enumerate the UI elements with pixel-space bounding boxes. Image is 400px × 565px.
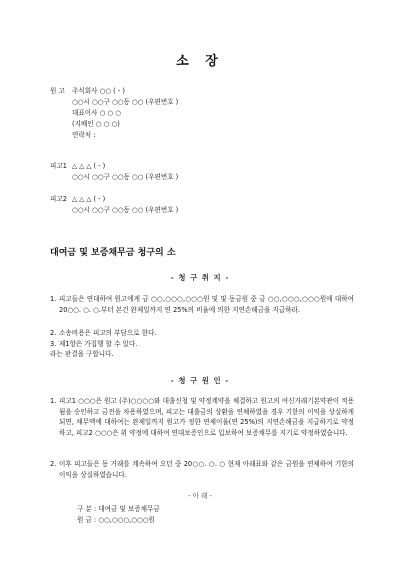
plaintiff-address: ○○시 ○○구 ○○동 ○○ (우편번호 ) (72, 98, 179, 106)
item-number: 2. (50, 329, 57, 337)
plaintiff-role: 원 고 (50, 87, 65, 95)
item-text: 제1항은 가집행 할 수 있다. (59, 340, 138, 348)
below-heading: - 아 래 - (188, 492, 212, 500)
item-text: 피고1 ○○○은 원고 (주)○○○○와 대출신청 및 약정계약을 체결하고 원고의 여신거래기본약관이 적용됨을 승인하고 금전을 차용하였으며, 피고는 대출금의 상환을 연체하였을 경우 기한의 이익을 상실하게 되면, 채무액에 대하여는 완제일까지 원고가 정한 연체이율(연 25%)의 지연손해금을 지급하기로 약정하고, 피고2 ○○○은 위 약정에 대하여 연대보증인으로 입보하여 보증채무를 지기로 약정하였습니다. (59, 397, 354, 437)
claim-purpose-item-1 (50, 294, 354, 315)
claim-cause-item-1 (50, 396, 354, 438)
defendant1-address: ○○시 ○○구 ○○동 ○○ (우편번호 ) (72, 173, 179, 181)
item-text: 소송비용은 피고의 부담으로 한다. (59, 329, 157, 337)
below-category: 구 분 : 대여금 및 보증채무금 (77, 505, 160, 513)
claim-purpose-closing: 라는 판결을 구합니다. (50, 350, 114, 358)
item-number: 1. (50, 295, 57, 303)
claim-purpose-item-2 (50, 328, 354, 339)
defendant2-name: △ △ △ ( - ) (72, 195, 106, 203)
below-principal: 원 금 : ○○,○○○,○○○원 (77, 516, 155, 524)
document-title: 소 장 (176, 54, 224, 69)
item-number: 3. (50, 340, 57, 348)
item-text: 이후 피고들은 동 거래를 계속하여 오던 중 20○○. ○. ○ 현재 아래표와 같은 금원을 연체하여 기한의 이익을 상실하였습니다. (59, 460, 354, 479)
claim-cause-item-2 (50, 459, 354, 480)
item-text: 피고들은 연대하여 원고에게 금 ○○,○○○,○○○원 및 및 동금원 중 금 ○○,○○○,○○○원에 대하여 20○○. ○. ○.부터 본건 완제일까지 연 25%의 비율에 의한 지연손해금을 지급하라. (59, 295, 354, 314)
item-number: 1. (50, 397, 57, 405)
item-number: 2. (50, 460, 57, 468)
claim-cause-heading: - 청 구 원 인 - (170, 376, 230, 385)
plaintiff-ceo: 대표이사 ○ ○ ○ (72, 109, 122, 117)
defendant2-address: ○○시 ○○구 ○○동 ○○ (우편번호 ) (72, 206, 179, 214)
case-title: 대여금 및 보증채무금 청구의 소 (50, 248, 176, 258)
plaintiff-name: 주식회사 ○○ ( - ) (72, 87, 125, 95)
plaintiff-manager: (지배인 ○ ○ ○) (72, 120, 120, 128)
claim-purpose-heading: - 청 구 취 지 - (170, 273, 230, 282)
defendant2-role: 피고2 (50, 195, 67, 203)
defendant1-name: △ △ △ ( - ) (72, 162, 106, 170)
defendant1-role: 피고1 (50, 162, 67, 170)
plaintiff-contact: 연락처 : (72, 131, 96, 139)
claim-purpose-item-3 (50, 339, 354, 350)
